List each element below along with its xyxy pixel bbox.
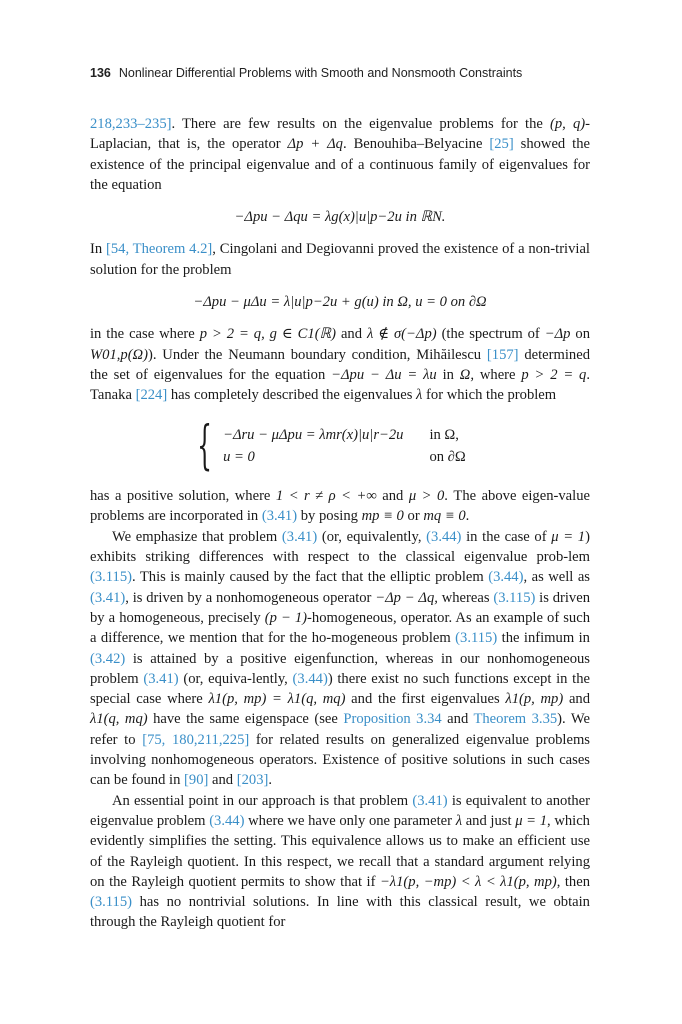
equation-link[interactable]: (3.115) [455,630,498,647]
body-text [90,114,590,933]
equation-link[interactable]: (3.115) [90,569,133,586]
display-equation-1: −Δpu − Δqu = λg(x)|u|p−2u in ℝN. [234,209,446,226]
running-title: Nonlinear Differential Problems with Smooth and Nonsmooth Constraints [118,66,523,80]
equation-system [188,415,590,476]
paragraph-2: In [54, Theorem 4.2], Cingolani and Degiovanni proved the existence of a non-trivial solution for the problem [90,241,590,278]
proposition-link[interactable]: Proposition 3.34 [343,711,442,728]
citation-link[interactable]: 218,233–235] [90,116,172,132]
equation-link[interactable]: (3.44) [292,670,328,687]
equation-link[interactable]: (3.41) [412,792,448,809]
citation-link[interactable]: [203] [236,772,269,789]
paragraph-4: has a positive solution, where 1 < r ≠ ρ < +∞ and μ > 0. The above eigen-value problems are incorporated in (3.41) by posing mp ≡ 0 or mq ≡ 0. [90,488,590,525]
equation-link[interactable]: (3.115) [90,894,133,911]
paragraph-5: We emphasize that problem (3.41) (or, equivalently, (3.44) in the case of μ = 1) exhibits striking differences with respect to the classical eigenvalue prob-lem (3.115). This is mainly caused by the fact that the elliptic problem (3.44), as well as (3.41), is driven by a nonhomogeneous operator −Δp − Δq, whereas (3.115) is driven by a homogeneous, precisely (p − 1)-homogeneous, operator. As an example of such a difference, we mention that for the ho-mogeneous problem (3.115) the infimum in (3.42) is attained by a positive eigenfunction, whereas in our nonhomogeneous problem (3.41) (or, equiva-lently, (3.44)) there exist no such functions except in the special case where λ1(p, mp) = λ1(q, mq) and the first eigenvalues λ1(p, mp) and λ1(q, mq) have the same eigenspace (see Proposition 3.34 and Theorem 3.35). We refer to [75, 180,211,225] for related results on generalized eigenvalue problems involving nonhomogeneous operators. Existence of positive solutions in such cases can be found in [90] and [203]. [90,528,591,789]
running-header [90,66,590,80]
equation-link[interactable]: (3.44) [209,812,245,829]
equation-link[interactable]: (3.44) [488,569,524,586]
citation-link[interactable]: [224] [135,387,168,404]
equation-link[interactable]: (3.41) [90,589,126,606]
paragraph-6: An essential point in our approach is that problem (3.41) is equivalent to another eigenvalue problem (3.44) where we have only one parameter λ and just μ = 1, which evidently simplifies the setting. This equivalence allows us to make an efficient use of the Rayleigh quotient. In this respect, we recall that a standard argument relying on the Rayleigh quotient permits to show that if −λ1(p, −mp) < λ < λ1(p, mp), then (3.115) has no nontrivial solutions. In line with this classical result, we obtain through the Rayleigh quotient for [90,792,591,931]
equation-link[interactable]: (3.115) [493,589,536,606]
equation-link[interactable]: (3.41) [281,528,318,545]
equation-link[interactable]: (3.41) [143,670,179,687]
citation-link[interactable]: [25] [489,136,514,153]
paragraph-1: 218,233–235]. There are few results on the eigenvalue problems for the (p, q)-Laplacian, that is, the operator Δp + Δq. Benouhiba–Belyacine [25] showed the existence of the principal eigenvalue and of a continuous family of eigenvalues for the equation [90,116,590,193]
equation-link[interactable]: (3.41) [261,508,298,525]
equation-link[interactable]: (3.42) [90,650,126,667]
citation-link[interactable]: [90] [184,772,209,789]
citation-link[interactable]: 180,211,225] [171,731,250,748]
equation-link[interactable]: (3.44) [426,528,462,545]
citation-link[interactable]: [157] [486,346,519,363]
paragraph-3: in the case where p > 2 = q, g ∈ C1(ℝ) and λ ∉ σ(−Δp) (the spectrum of −Δp on W01,p(Ω)). Under the Neumann boundary condition, Mihăilescu [157] determined the set of eigenvalues for the equation −Δpu − Δu = λu in Ω, where p > 2 = q. Tanaka [224] has completely described the eigenvalues λ for which the problem [90,326,591,404]
display-equation-2: −Δpu − μΔu = λ|u|p−2u + g(u) in Ω, u = 0 on ∂Ω [193,294,487,311]
theorem-link[interactable]: Theorem 3.35 [473,711,558,728]
system-table: −Δru − μΔpu = λmr(x)|u|r−2u in Ω, u = 0 on ∂Ω [223,426,466,465]
page-number: 136 [90,66,111,80]
citation-link[interactable]: [54, Theorem 4.2] [106,241,213,258]
left-brace: { [197,415,212,476]
citation-link[interactable]: [75, [142,731,166,748]
